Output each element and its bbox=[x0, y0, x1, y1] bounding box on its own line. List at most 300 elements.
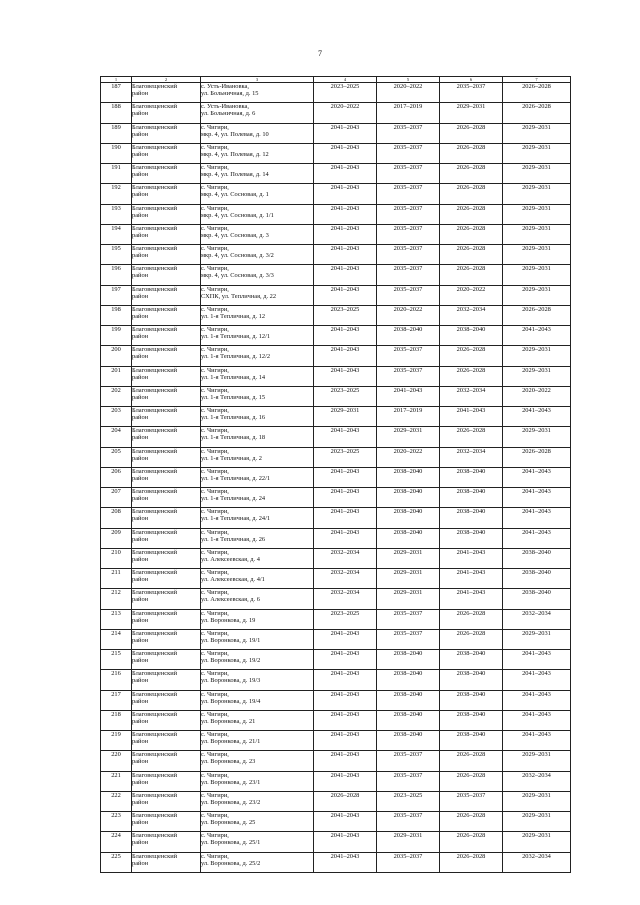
table-row bbox=[101, 184, 571, 204]
district-line: Благовещенский bbox=[132, 427, 178, 435]
district-cell bbox=[132, 771, 201, 791]
row-number: 223 bbox=[101, 812, 132, 832]
period-cell: 2041–2043 bbox=[314, 650, 377, 670]
address-line: с. Чигири, bbox=[201, 427, 229, 435]
period-cell: 2023–2025 bbox=[314, 447, 377, 467]
district-cell bbox=[132, 569, 201, 589]
period-cell: 2020–2022 bbox=[440, 285, 503, 305]
address-cell bbox=[201, 447, 314, 467]
period-cell: 2041–2043 bbox=[314, 143, 377, 163]
address-cell bbox=[201, 265, 314, 285]
period-cell: 2035–2037 bbox=[440, 83, 503, 103]
period-cell: 2038–2040 bbox=[440, 690, 503, 710]
address-line: с. Чигири, bbox=[201, 204, 229, 212]
period-cell: 2026–2028 bbox=[440, 812, 503, 832]
period-cell: 2029–2031 bbox=[503, 346, 571, 366]
district-line: Благовещенский bbox=[132, 731, 178, 738]
district-line: район bbox=[132, 616, 149, 624]
district-line: район bbox=[132, 272, 149, 280]
address-cell bbox=[201, 103, 314, 123]
address-line: с. Чигири, bbox=[201, 771, 229, 779]
period-cell: 2041–2043 bbox=[314, 508, 377, 528]
district-line: район bbox=[132, 252, 149, 260]
row-number: 192 bbox=[101, 184, 132, 204]
period-cell: 2041–2043 bbox=[503, 407, 571, 427]
row-number: 210 bbox=[101, 548, 132, 568]
period-cell: 2041–2043 bbox=[314, 467, 377, 487]
district-line: Благовещенский bbox=[132, 751, 178, 759]
period-cell: 2029–2031 bbox=[440, 103, 503, 123]
address-cell bbox=[201, 204, 314, 224]
address-line: с. Чигири, bbox=[201, 386, 229, 394]
period-cell: 2041–2043 bbox=[314, 690, 377, 710]
row-number: 203 bbox=[101, 407, 132, 427]
address-cell bbox=[201, 245, 314, 265]
row-number: 220 bbox=[101, 751, 132, 771]
period-cell: 2035–2037 bbox=[440, 791, 503, 811]
address-cell bbox=[201, 771, 314, 791]
period-cell: 2026–2028 bbox=[440, 346, 503, 366]
row-number: 204 bbox=[101, 427, 132, 447]
period-cell: 2038–2040 bbox=[503, 569, 571, 589]
address-cell bbox=[201, 164, 314, 184]
district-cell bbox=[132, 467, 201, 487]
table-row bbox=[101, 508, 571, 528]
address-line: ул. 1-я Тепличная, д. 12 bbox=[201, 312, 266, 320]
address-line: ул. Воронкова, д. 25 bbox=[201, 819, 256, 827]
address-line: ул. Воронкова, д. 19/1 bbox=[201, 636, 261, 644]
district-line: район bbox=[132, 515, 149, 523]
address-cell bbox=[201, 812, 314, 832]
address-line: ул. Алексеевская, д. 6 bbox=[201, 596, 260, 604]
district-line: район bbox=[132, 373, 149, 381]
district-line: район bbox=[132, 576, 149, 584]
row-number: 219 bbox=[101, 731, 132, 751]
district-line: район bbox=[132, 434, 149, 442]
row-number: 214 bbox=[101, 629, 132, 649]
period-cell: 2029–2031 bbox=[503, 123, 571, 143]
district-line: Благовещенский bbox=[132, 771, 178, 779]
address-cell bbox=[201, 83, 314, 103]
period-cell: 2035–2037 bbox=[377, 123, 440, 143]
row-number: 213 bbox=[101, 609, 132, 629]
period-cell: 2029–2031 bbox=[503, 224, 571, 244]
period-cell: 2041–2043 bbox=[314, 245, 377, 265]
address-line: ул. 1-я Тепличная, д. 24/1 bbox=[201, 515, 271, 523]
period-cell: 2026–2028 bbox=[503, 103, 571, 123]
address-line: ул. Воронкова, д. 19 bbox=[201, 616, 256, 624]
period-cell: 2029–2031 bbox=[377, 569, 440, 589]
period-cell: 2038–2040 bbox=[503, 589, 571, 609]
row-number: 198 bbox=[101, 305, 132, 325]
address-line: мкр. 4, ул. Полевая, д. 12 bbox=[201, 150, 269, 158]
address-cell bbox=[201, 366, 314, 386]
address-line: с. Чигири, bbox=[201, 184, 229, 192]
address-line: ул. 1-я Тепличная, д. 12/2 bbox=[201, 353, 271, 361]
district-cell bbox=[132, 103, 201, 123]
district-line: Благовещенский bbox=[132, 609, 178, 617]
district-line: Благовещенский bbox=[132, 812, 178, 819]
district-cell bbox=[132, 528, 201, 548]
address-line: ул. 1-я Тепличная, д. 26 bbox=[201, 535, 266, 543]
period-cell: 2026–2028 bbox=[440, 204, 503, 224]
address-cell bbox=[201, 123, 314, 143]
row-number: 194 bbox=[101, 224, 132, 244]
table-row bbox=[101, 710, 571, 730]
period-cell: 2041–2043 bbox=[314, 832, 377, 852]
address-cell bbox=[201, 143, 314, 163]
address-line: мкр. 4, ул. Сосновая, д. 1 bbox=[201, 191, 269, 199]
address-cell bbox=[201, 386, 314, 406]
period-cell: 2041–2043 bbox=[314, 224, 377, 244]
row-number: 211 bbox=[101, 569, 132, 589]
period-cell: 2029–2031 bbox=[503, 143, 571, 163]
address-line: с. Чигири, bbox=[201, 731, 229, 738]
district-line: Благовещенский bbox=[132, 710, 178, 718]
period-cell: 2029–2031 bbox=[503, 832, 571, 852]
address-line: с. Чигири, bbox=[201, 852, 229, 860]
row-number: 201 bbox=[101, 366, 132, 386]
period-cell: 2041–2043 bbox=[314, 123, 377, 143]
district-line: Благовещенский bbox=[132, 326, 178, 333]
district-cell bbox=[132, 690, 201, 710]
period-cell: 2029–2031 bbox=[503, 285, 571, 305]
period-cell: 2041–2043 bbox=[440, 407, 503, 427]
address-line: с. Усть-Ивановка, bbox=[201, 103, 249, 111]
district-line: Благовещенский bbox=[132, 386, 178, 394]
period-cell: 2029–2031 bbox=[503, 164, 571, 184]
district-line: Благовещенский bbox=[132, 366, 178, 374]
district-line: район bbox=[132, 717, 149, 725]
district-cell bbox=[132, 589, 201, 609]
address-line: ул. Воронкова, д. 25/1 bbox=[201, 839, 261, 847]
page-number: 7 bbox=[318, 49, 322, 58]
district-cell bbox=[132, 366, 201, 386]
period-cell: 2041–2043 bbox=[314, 731, 377, 751]
period-cell: 2041–2043 bbox=[503, 528, 571, 548]
table-row bbox=[101, 690, 571, 710]
address-line: ул. Больничная, д. 6 bbox=[201, 110, 256, 118]
district-line: Благовещенский bbox=[132, 285, 178, 293]
district-cell bbox=[132, 731, 201, 751]
district-line: Благовещенский bbox=[132, 832, 178, 840]
address-line: с. Чигири, bbox=[201, 832, 229, 840]
period-cell: 2032–2034 bbox=[440, 386, 503, 406]
period-cell: 2038–2040 bbox=[377, 690, 440, 710]
address-line: с. Чигири, bbox=[201, 326, 229, 333]
address-line: ул. Воронкова, д. 21/1 bbox=[201, 738, 261, 746]
period-cell: 2026–2028 bbox=[440, 224, 503, 244]
period-cell: 2026–2028 bbox=[503, 83, 571, 103]
address-line: с. Чигири, bbox=[201, 609, 229, 617]
district-line: Благовещенский bbox=[132, 447, 178, 455]
district-line: район bbox=[132, 778, 149, 786]
period-cell: 2020–2022 bbox=[377, 305, 440, 325]
period-cell: 2029–2031 bbox=[503, 812, 571, 832]
period-cell: 2029–2031 bbox=[377, 589, 440, 609]
period-cell: 2035–2037 bbox=[377, 771, 440, 791]
district-cell bbox=[132, 346, 201, 366]
period-cell: 2029–2031 bbox=[503, 366, 571, 386]
period-cell: 2026–2028 bbox=[440, 629, 503, 649]
row-number: 221 bbox=[101, 771, 132, 791]
period-cell: 2038–2040 bbox=[440, 488, 503, 508]
row-number: 189 bbox=[101, 123, 132, 143]
address-line: с. Чигири, bbox=[201, 670, 229, 678]
period-cell: 2035–2037 bbox=[377, 184, 440, 204]
period-cell: 2032–2034 bbox=[503, 771, 571, 791]
period-cell: 2041–2043 bbox=[503, 326, 571, 346]
period-cell: 2026–2028 bbox=[440, 751, 503, 771]
period-cell: 2041–2043 bbox=[314, 184, 377, 204]
period-cell: 2029–2031 bbox=[377, 832, 440, 852]
period-cell: 2041–2043 bbox=[314, 366, 377, 386]
district-line: Благовещенский bbox=[132, 164, 178, 171]
address-cell bbox=[201, 224, 314, 244]
address-cell bbox=[201, 609, 314, 629]
period-cell: 2041–2043 bbox=[503, 710, 571, 730]
district-line: район bbox=[132, 454, 149, 462]
district-line: Благовещенский bbox=[132, 852, 178, 860]
address-line: мкр. 4, ул. Полевая, д. 14 bbox=[201, 171, 269, 179]
district-cell bbox=[132, 650, 201, 670]
column-header: 7 bbox=[503, 77, 571, 83]
period-cell: 2035–2037 bbox=[377, 751, 440, 771]
period-cell: 2041–2043 bbox=[314, 528, 377, 548]
address-line: ул. 1-я Тепличная, д. 14 bbox=[201, 373, 266, 381]
period-cell: 2032–2034 bbox=[314, 589, 377, 609]
column-header: 3 bbox=[201, 77, 314, 83]
address-line: мкр. 4, ул. Полевая, д. 10 bbox=[201, 130, 269, 138]
address-cell bbox=[201, 569, 314, 589]
period-cell: 2038–2040 bbox=[377, 528, 440, 548]
period-cell: 2038–2040 bbox=[377, 508, 440, 528]
district-line: район bbox=[132, 191, 149, 199]
table-row bbox=[101, 467, 571, 487]
period-cell: 2038–2040 bbox=[440, 670, 503, 690]
period-cell: 2038–2040 bbox=[377, 670, 440, 690]
period-cell: 2023–2025 bbox=[314, 609, 377, 629]
district-line: район bbox=[132, 474, 149, 482]
district-line: район bbox=[132, 758, 149, 766]
district-cell bbox=[132, 204, 201, 224]
period-cell: 2038–2040 bbox=[440, 508, 503, 528]
row-number: 187 bbox=[101, 83, 132, 103]
address-line: с. Чигири, bbox=[201, 164, 229, 171]
period-cell: 2026–2028 bbox=[503, 447, 571, 467]
address-line: с. Чигири, bbox=[201, 447, 229, 455]
period-cell: 2035–2037 bbox=[377, 812, 440, 832]
period-cell: 2041–2043 bbox=[440, 589, 503, 609]
address-line: с. Чигири, bbox=[201, 245, 229, 252]
table-row bbox=[101, 224, 571, 244]
district-line: район bbox=[132, 292, 149, 300]
address-line: с. Чигири, bbox=[201, 407, 229, 414]
table-row bbox=[101, 83, 571, 103]
row-number: 202 bbox=[101, 386, 132, 406]
district-line: Благовещенский bbox=[132, 103, 178, 111]
table-row bbox=[101, 589, 571, 609]
period-cell: 2026–2028 bbox=[440, 852, 503, 872]
period-cell: 2041–2043 bbox=[503, 690, 571, 710]
district-line: район bbox=[132, 110, 149, 118]
period-cell: 2029–2031 bbox=[314, 407, 377, 427]
period-cell: 2041–2043 bbox=[314, 629, 377, 649]
district-line: район bbox=[132, 231, 149, 239]
district-line: район bbox=[132, 555, 149, 563]
district-line: Благовещенский bbox=[132, 589, 178, 597]
district-line: Благовещенский bbox=[132, 265, 178, 273]
period-cell: 2038–2040 bbox=[503, 548, 571, 568]
address-line: мкр. 4, ул. Сосновая, д. 3/2 bbox=[201, 252, 274, 260]
table-row bbox=[101, 103, 571, 123]
district-cell bbox=[132, 265, 201, 285]
address-line: ул. 1-я Тепличная, д. 15 bbox=[201, 393, 266, 401]
period-cell: 2035–2037 bbox=[377, 143, 440, 163]
address-line: СХПК, ул. Тепличная, д. 22 bbox=[201, 292, 277, 300]
district-line: Благовещенский bbox=[132, 791, 178, 799]
table-row bbox=[101, 548, 571, 568]
period-cell: 2020–2022 bbox=[377, 447, 440, 467]
table-row bbox=[101, 407, 571, 427]
district-line: район bbox=[132, 130, 149, 138]
district-cell bbox=[132, 751, 201, 771]
district-cell bbox=[132, 245, 201, 265]
period-cell: 2038–2040 bbox=[377, 731, 440, 751]
district-cell bbox=[132, 407, 201, 427]
period-cell: 2020–2022 bbox=[377, 83, 440, 103]
address-line: с. Чигири, bbox=[201, 528, 229, 536]
period-cell: 2041–2043 bbox=[503, 508, 571, 528]
address-line: с. Чигири, bbox=[201, 751, 229, 759]
period-cell: 2026–2028 bbox=[440, 123, 503, 143]
period-cell: 2038–2040 bbox=[377, 488, 440, 508]
address-cell bbox=[201, 285, 314, 305]
row-number: 188 bbox=[101, 103, 132, 123]
period-cell: 2041–2043 bbox=[503, 650, 571, 670]
district-line: район bbox=[132, 798, 149, 806]
period-cell: 2041–2043 bbox=[314, 326, 377, 346]
period-cell: 2029–2031 bbox=[503, 204, 571, 224]
district-cell bbox=[132, 224, 201, 244]
period-cell: 2041–2043 bbox=[314, 751, 377, 771]
period-cell: 2038–2040 bbox=[377, 710, 440, 730]
column-header: 5 bbox=[377, 77, 440, 83]
district-line: Благовещенский bbox=[132, 670, 178, 678]
row-number: 191 bbox=[101, 164, 132, 184]
district-line: район bbox=[132, 414, 149, 422]
district-cell bbox=[132, 326, 201, 346]
period-cell: 2035–2037 bbox=[377, 204, 440, 224]
address-cell bbox=[201, 467, 314, 487]
district-line: район bbox=[132, 677, 149, 685]
period-cell: 2038–2040 bbox=[377, 467, 440, 487]
period-cell: 2038–2040 bbox=[440, 710, 503, 730]
address-cell bbox=[201, 629, 314, 649]
district-cell bbox=[132, 123, 201, 143]
period-cell: 2041–2043 bbox=[314, 852, 377, 872]
district-line: Благовещенский bbox=[132, 690, 178, 698]
period-cell: 2029–2031 bbox=[503, 184, 571, 204]
row-number: 208 bbox=[101, 508, 132, 528]
address-line: с. Чигири, bbox=[201, 548, 229, 556]
row-number: 200 bbox=[101, 346, 132, 366]
table-row bbox=[101, 386, 571, 406]
address-line: ул. Алексеевская, д. 4 bbox=[201, 555, 260, 563]
row-number: 196 bbox=[101, 265, 132, 285]
table-row bbox=[101, 569, 571, 589]
address-line: с. Чигири, bbox=[201, 123, 229, 131]
column-header: 2 bbox=[132, 77, 201, 83]
address-line: ул. 1-я Тепличная, д. 22/1 bbox=[201, 474, 271, 482]
address-cell bbox=[201, 650, 314, 670]
table-row bbox=[101, 812, 571, 832]
address-line: ул. 1-я Тепличная, д. 24 bbox=[201, 495, 266, 503]
address-line: с. Чигири, bbox=[201, 508, 229, 516]
district-line: Благовещенский bbox=[132, 650, 178, 657]
table-row bbox=[101, 609, 571, 629]
period-cell: 2023–2025 bbox=[314, 83, 377, 103]
row-number: 209 bbox=[101, 528, 132, 548]
district-line: Благовещенский bbox=[132, 467, 178, 475]
period-cell: 2026–2028 bbox=[440, 366, 503, 386]
table-row bbox=[101, 528, 571, 548]
address-line: с. Чигири, bbox=[201, 710, 229, 718]
address-line: с. Чигири, bbox=[201, 650, 229, 657]
table-row bbox=[101, 164, 571, 184]
district-line: Благовещенский bbox=[132, 488, 178, 495]
district-line: район bbox=[132, 495, 149, 503]
table-row bbox=[101, 852, 571, 872]
period-cell: 2035–2037 bbox=[377, 346, 440, 366]
district-cell bbox=[132, 83, 201, 103]
address-line: ул. Воронкова, д. 25/2 bbox=[201, 859, 261, 867]
address-cell bbox=[201, 589, 314, 609]
address-cell bbox=[201, 427, 314, 447]
district-line: Благовещенский bbox=[132, 224, 178, 232]
period-cell: 2026–2028 bbox=[314, 791, 377, 811]
district-cell bbox=[132, 609, 201, 629]
table-row bbox=[101, 731, 571, 751]
district-cell bbox=[132, 812, 201, 832]
period-cell: 2026–2028 bbox=[503, 305, 571, 325]
period-cell: 2041–2043 bbox=[377, 386, 440, 406]
district-line: Благовещенский bbox=[132, 528, 178, 536]
table-row bbox=[101, 204, 571, 224]
address-cell bbox=[201, 346, 314, 366]
period-cell: 2032–2034 bbox=[314, 569, 377, 589]
address-line: с. Чигири, bbox=[201, 569, 229, 576]
district-cell bbox=[132, 548, 201, 568]
table-row bbox=[101, 285, 571, 305]
table-row bbox=[101, 832, 571, 852]
district-cell bbox=[132, 791, 201, 811]
address-line: с. Чигири, bbox=[201, 467, 229, 475]
address-cell bbox=[201, 548, 314, 568]
period-cell: 2023–2025 bbox=[314, 386, 377, 406]
row-number: 218 bbox=[101, 710, 132, 730]
period-cell: 2038–2040 bbox=[440, 326, 503, 346]
row-number: 206 bbox=[101, 467, 132, 487]
period-cell: 2041–2043 bbox=[314, 164, 377, 184]
period-cell: 2029–2031 bbox=[377, 427, 440, 447]
address-cell bbox=[201, 508, 314, 528]
period-cell: 2041–2043 bbox=[440, 548, 503, 568]
district-line: район bbox=[132, 171, 149, 179]
address-line: с. Чигири, bbox=[201, 143, 229, 151]
address-cell bbox=[201, 690, 314, 710]
address-line: ул. 1-я Тепличная, д. 12/1 bbox=[201, 333, 271, 341]
